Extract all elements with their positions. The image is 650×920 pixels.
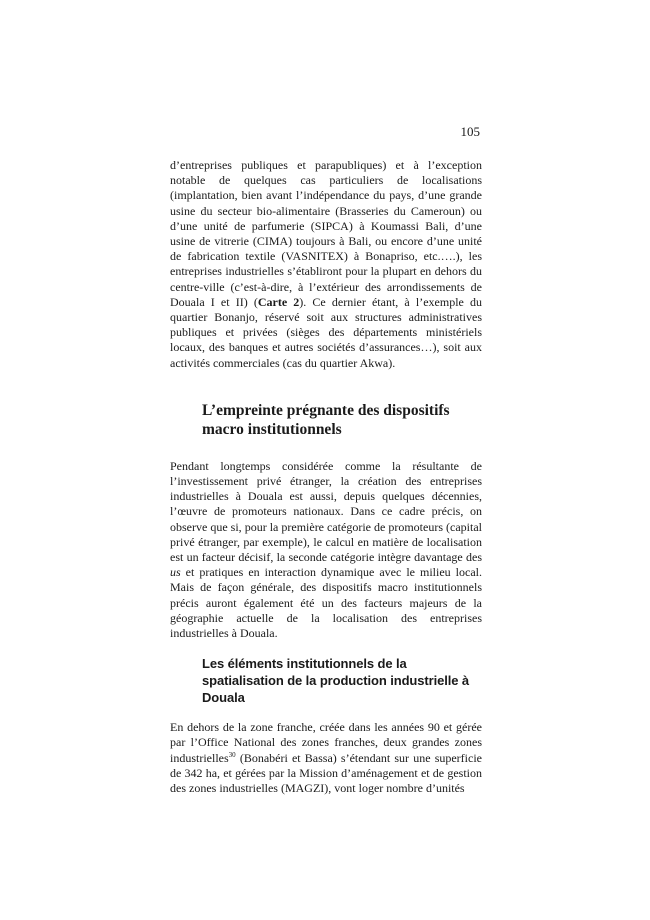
paragraph-zones (170, 720, 482, 796)
map-reference: Carte 2 (257, 294, 300, 309)
page-body (170, 158, 482, 796)
paragraph-intro-text-b: ). Ce dernier étant, à l’exemple du quartier Bonanjo, réservé soit aux structures administratives publiques et privées (sièges des départements ministériels locaux, des banques et autres sociétés d’assurances…), soit aux activités commerciales (cas du quartier Akwa). (170, 294, 482, 370)
footnote-marker[interactable]: 30 (228, 750, 236, 759)
italic-term: us (170, 565, 181, 580)
paragraph-intro-text-a: d’entreprises publiques et parapubliques) et à l’exception notable de quelques cas particuliers de localisations (implantation, bien avant l’indépendance du pays, d’une grande usine du secteur bio-alimentaire (Brasseries du Cameroun) ou d’une unité de parfumerie (SIPCA) à Koumassi Bali, d’une usine de vitrerie (CIMA) toujours à Bali, ou encore d’une unité de fabrication textile (VASNITEX) à Bonapriso, etc.….), les entreprises industrielles s’établiront pour la plupart en dehors du centre-ville (c’est-à-dire, à l’extérieur des arrondissements de Douala I et II) ( (170, 158, 482, 309)
paragraph-zones-text-b: (Bonabéri et Bassa) s’étendant sur une superficie de 342 ha, et gérées par la Mission d’aménagement et de gestion des zones industrielles (MAGZI), vont loger nombre d’unités (170, 750, 482, 796)
subsection-heading: Les éléments institutionnels de la spatialisation de la production industrielle à Douala (202, 656, 470, 706)
section-heading: L’empreinte prégnante des dispositifs macro institutionnels (202, 401, 450, 438)
paragraph-institutional-text-a: Pendant longtemps considérée comme la résultante de l’investissement privé étranger, la création des entreprises industrielles à Douala est aussi, depuis quelques décennies, l’œuvre de promoteurs nationaux. Dans ce cadre précis, on observe que si, pour la première catégorie de promoteurs (capital privé étranger, par exemple), le calcul en matière de localisation est un facteur décisif, la seconde catégorie intègre davantage des (170, 458, 482, 565)
page-number: 105 (460, 124, 480, 139)
paragraph-zones-text-a: En dehors de la zone franche, créée dans les années 90 et gérée par l’Office National des zones franches, deux grandes zones industrielles (170, 720, 482, 765)
paragraph-institutional-text-b: et pratiques en interaction dynamique avec le milieu local. Mais de façon générale, des dispositifs macro institutionnels précis auront également été un des facteurs majeurs de la géographie actuelle de la localisation des entreprises industrielles à Douala. (170, 565, 482, 641)
paragraph-institutional (170, 459, 482, 641)
paragraph-intro (170, 158, 482, 371)
